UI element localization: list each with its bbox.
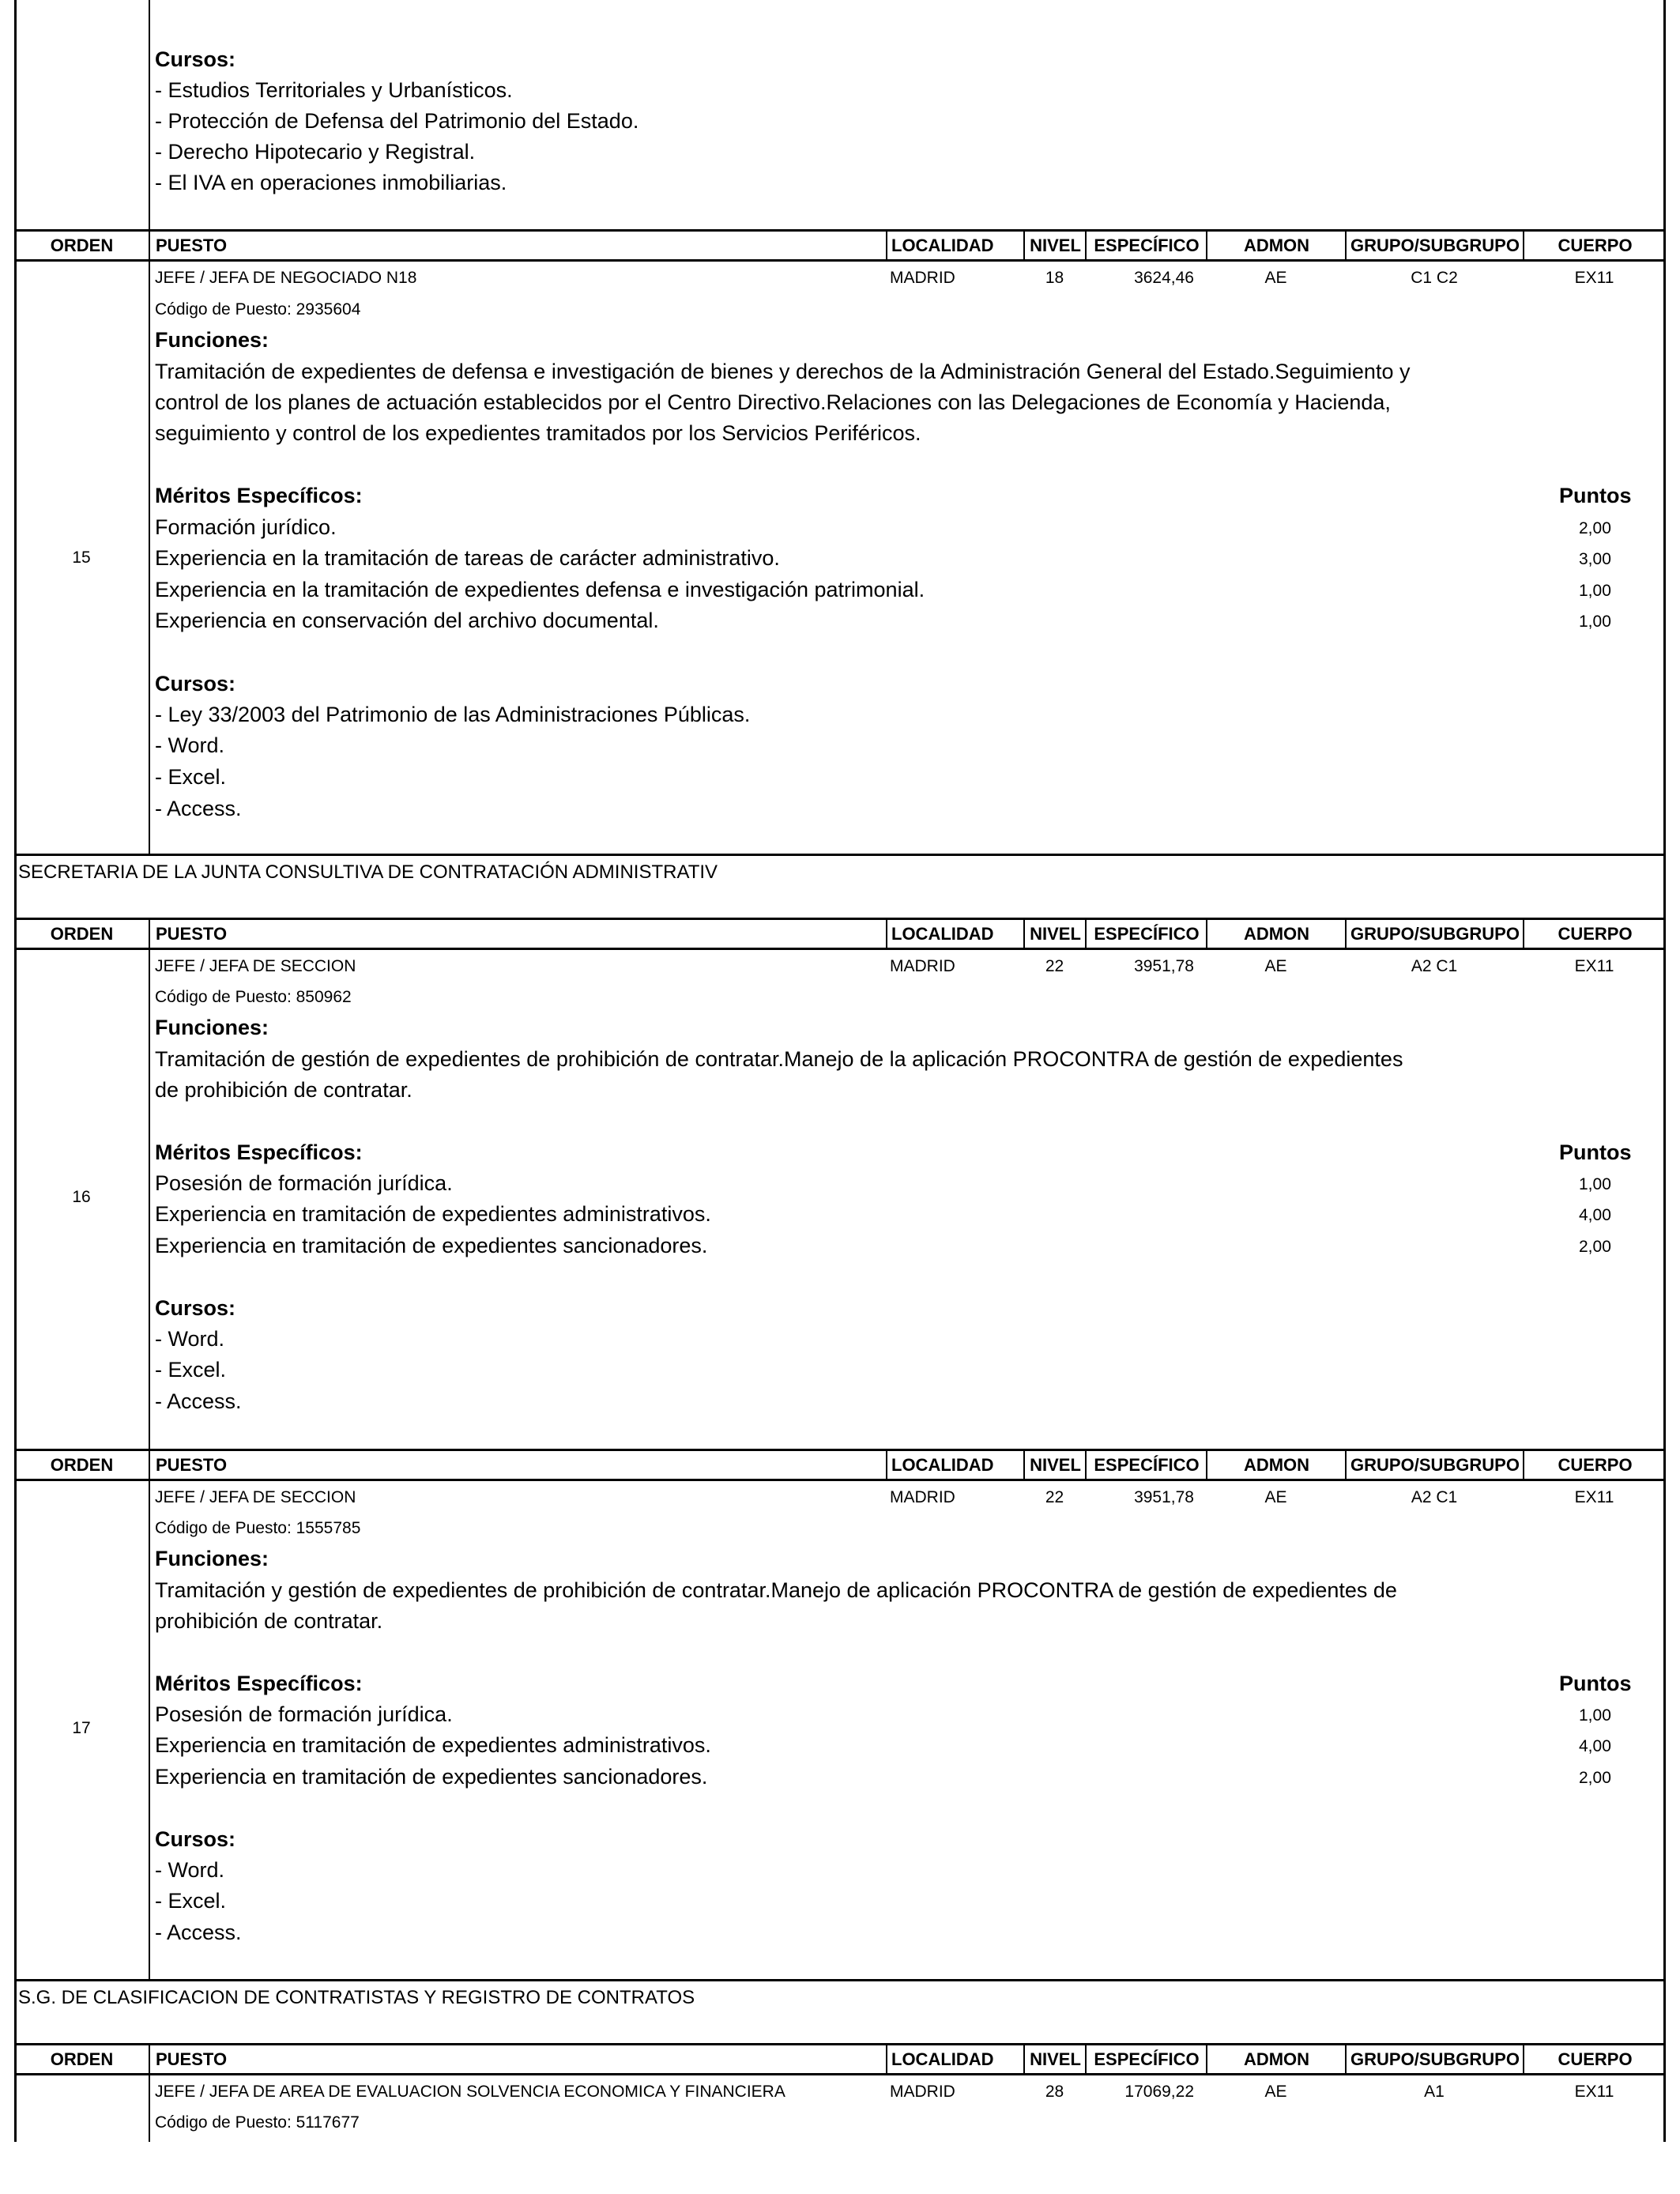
p16-funciones-line-2: de prohibición de contratar. [155,1078,412,1102]
col-admon: ADMON [1206,231,1346,259]
p18-grupo: A1 [1424,2083,1445,2101]
col-cuerpo: CUERPO [1523,231,1666,259]
p18-especifico: 17069,22 [1124,2083,1194,2101]
col-cuerpo: CUERPO [1523,1450,1666,1479]
col-grupo: GRUPO/SUBGRUPO [1345,919,1524,948]
section2-title: S.G. DE CLASIFICACION DE CONTRATISTAS Y REGISTRO DE CONTRATOS [18,1987,695,2008]
p16-merito-1-puntos: 1,00 [1579,1175,1611,1193]
p16-especifico: 3951,78 [1134,957,1194,975]
prev-curso-4: - El IVA en operaciones inmobiliarias. [155,171,507,194]
p16-merito-2: Experiencia en tramitación de expedientes administrativos. [155,1202,711,1226]
col-grupo: GRUPO/SUBGRUPO [1345,2045,1524,2073]
p15-orden: 15 [72,548,91,567]
p17-meritos-label: Méritos Específicos: [155,1672,363,1695]
p18-cuerpo: EX11 [1574,2083,1614,2101]
section1-title: SECRETARIA DE LA JUNTA CONSULTIVA DE CONTRATACIÓN ADMINISTRATIV [18,861,718,883]
col-especifico: ESPECÍFICO [1085,1450,1207,1479]
p15-funciones-line-2: control de los planes de actuación establecidos por el Centro Directivo.Relaciones con las Delegaciones de Economía y Hacienda, [155,390,1391,414]
p17-merito-3-puntos: 2,00 [1579,1769,1611,1787]
p15-merito-1: Formación jurídico. [155,515,337,539]
col-orden: ORDEN [50,1455,114,1475]
col-puesto: PUESTO [149,2045,887,2073]
prev-orden-divider [149,0,150,231]
p17-funciones-line-2: prohibición de contratar. [155,1609,383,1633]
p17-orden: 17 [72,1719,91,1737]
p16-curso-3: - Access. [155,1389,242,1413]
col-nivel: NIVEL [1023,1450,1086,1479]
col-puesto: PUESTO [149,1450,887,1479]
p16-funciones-label: Funciones: [155,1016,269,1039]
header4-bottom-line [14,2073,1666,2075]
p17-curso-3: - Access. [155,1921,242,1944]
prev-cursos-label: Cursos: [155,47,236,71]
outer-right-border [1663,0,1666,2142]
col-grupo: GRUPO/SUBGRUPO [1345,231,1524,259]
header2-bottom-line [14,948,1666,950]
p15-grupo: C1 C2 [1411,269,1458,287]
p15-curso-1: - Ley 33/2003 del Patrimonio de las Administraciones Públicas. [155,703,751,726]
p15-admon: AE [1264,269,1287,287]
column-header-row [14,2045,1666,2073]
p15-merito-4: Experiencia en conservación del archivo documental. [155,609,659,632]
column-header-row [14,231,1666,259]
p17-grupo: A2 C1 [1411,1488,1458,1506]
p15-codigo: Código de Puesto: 2935604 [155,300,361,319]
p17-funciones-line-1: Tramitación y gestión de expedientes de prohibición de contratar.Manejo de aplicación PROCONTRA de gestión de expedientes de [155,1578,1397,1602]
p15-merito-3-puntos: 1,00 [1579,582,1611,600]
section2-top-line [14,1979,1666,1981]
p15-meritos-label: Méritos Específicos: [155,484,363,507]
outer-left-border [14,0,17,2142]
p16-merito-3: Experiencia en tramitación de expedientes sancionadores. [155,1234,708,1257]
p15-merito-2-puntos: 3,00 [1579,550,1611,568]
p16-puesto: JEFE / JEFA DE SECCION [155,957,356,975]
p17-cuerpo: EX11 [1574,1488,1614,1506]
p17-codigo: Código de Puesto: 1555785 [155,1519,361,1537]
col-orden: ORDEN [50,2049,114,2069]
p16-merito-3-puntos: 2,00 [1579,1238,1611,1256]
p15-curso-2: - Word. [155,733,225,757]
p16-curso-2: - Excel. [155,1358,227,1382]
prev-curso-3: - Derecho Hipotecario y Registral. [155,140,476,164]
prev-curso-2: - Protección de Defensa del Patrimonio del Estado. [155,109,639,133]
p15-orden-divider [149,261,150,854]
p16-funciones-line-1: Tramitación de gestión de expedientes de prohibición de contratar.Manejo de la aplicación PROCONTRA de gestión de expedientes [155,1047,1403,1071]
col-nivel: NIVEL [1023,231,1086,259]
p16-merito-1: Posesión de formación jurídica. [155,1171,453,1195]
p17-nivel: 22 [1045,1488,1064,1506]
col-localidad: LOCALIDAD [886,2045,1024,2073]
p16-grupo: A2 C1 [1411,957,1458,975]
col-admon: ADMON [1206,919,1346,948]
col-puesto: PUESTO [149,231,887,259]
p17-admon: AE [1264,1488,1287,1506]
col-cuerpo: CUERPO [1523,2045,1666,2073]
p16-cuerpo: EX11 [1574,957,1614,975]
p17-merito-1-puntos: 1,00 [1579,1706,1611,1725]
p16-curso-1: - Word. [155,1327,225,1351]
p16-puntos-label: Puntos [1559,1140,1632,1164]
p17-especifico: 3951,78 [1134,1488,1194,1506]
p16-codigo: Código de Puesto: 850962 [155,988,352,1006]
p17-merito-3: Experiencia en tramitación de expedientes sancionadores. [155,1765,708,1789]
header3-bottom-line [14,1479,1666,1481]
p17-merito-2-puntos: 4,00 [1579,1737,1611,1755]
p15-puntos-label: Puntos [1559,484,1632,507]
p15-nivel: 18 [1045,269,1064,287]
col-localidad: LOCALIDAD [886,1450,1024,1479]
p17-funciones-label: Funciones: [155,1547,269,1570]
p17-merito-2: Experiencia en tramitación de expedientes administrativos. [155,1733,711,1757]
header-bottom-line [14,259,1666,262]
col-especifico: ESPECÍFICO [1085,2045,1207,2073]
p18-codigo: Código de Puesto: 5117677 [155,2113,360,2132]
p18-admon: AE [1264,2083,1287,2101]
p15-curso-4: - Access. [155,797,242,820]
p16-orden-divider [149,949,150,1449]
p17-cursos-label: Cursos: [155,1827,236,1851]
p15-especifico: 3624,46 [1134,269,1194,287]
p17-puesto: JEFE / JEFA DE SECCION [155,1488,356,1506]
p15-localidad: MADRID [890,269,955,287]
col-nivel: NIVEL [1023,2045,1086,2073]
col-especifico: ESPECÍFICO [1085,231,1207,259]
p15-cursos-label: Cursos: [155,672,236,696]
section1-top-line [14,854,1666,856]
p16-meritos-label: Méritos Específicos: [155,1140,363,1164]
col-localidad: LOCALIDAD [886,919,1024,948]
p15-merito-3: Experiencia en la tramitación de expedientes defensa e investigación patrimonial. [155,578,925,601]
col-orden: ORDEN [50,924,114,944]
col-admon: ADMON [1206,2045,1346,2073]
p15-curso-3: - Excel. [155,765,227,789]
column-header-row [14,1450,1666,1479]
col-admon: ADMON [1206,1450,1346,1479]
p15-funciones-label: Funciones: [155,328,269,352]
col-cuerpo: CUERPO [1523,919,1666,948]
p15-merito-1-puntos: 2,00 [1579,519,1611,537]
col-orden: ORDEN [50,236,114,255]
p15-merito-4-puntos: 1,00 [1579,613,1611,631]
p17-merito-1: Posesión de formación jurídica. [155,1702,453,1726]
p18-orden-divider [149,2075,150,2142]
p16-orden: 16 [72,1188,91,1206]
col-localidad: LOCALIDAD [886,231,1024,259]
p15-funciones-line-1: Tramitación de expedientes de defensa e investigación de bienes y derechos de la Administración General del Estado.Seguimiento y [155,360,1411,383]
prev-curso-1: - Estudios Territoriales y Urbanísticos. [155,78,513,102]
p17-curso-2: - Excel. [155,1889,227,1913]
col-especifico: ESPECÍFICO [1085,919,1207,948]
column-header-row [14,919,1666,948]
col-grupo: GRUPO/SUBGRUPO [1345,1450,1524,1479]
p15-merito-2: Experiencia en la tramitación de tareas de carácter administrativo. [155,546,780,570]
col-nivel: NIVEL [1023,919,1086,948]
p16-cursos-label: Cursos: [155,1296,236,1320]
p15-cuerpo: EX11 [1574,269,1614,287]
p17-puntos-label: Puntos [1559,1672,1632,1695]
p15-puesto: JEFE / JEFA DE NEGOCIADO N18 [155,269,417,287]
p18-nivel: 28 [1045,2083,1064,2101]
p16-admon: AE [1264,957,1287,975]
p16-localidad: MADRID [890,957,955,975]
col-puesto: PUESTO [149,919,887,948]
p16-merito-2-puntos: 4,00 [1579,1206,1611,1224]
p18-puesto: JEFE / JEFA DE AREA DE EVALUACION SOLVENCIA ECONOMICA Y FINANCIERA [155,2083,785,2101]
p16-nivel: 22 [1045,957,1064,975]
p18-localidad: MADRID [890,2083,955,2101]
p17-curso-1: - Word. [155,1858,225,1882]
p17-orden-divider [149,1480,150,1979]
p15-funciones-line-3: seguimiento y control de los expedientes tramitados por los Servicios Periféricos. [155,421,921,445]
p17-localidad: MADRID [890,1488,955,1506]
